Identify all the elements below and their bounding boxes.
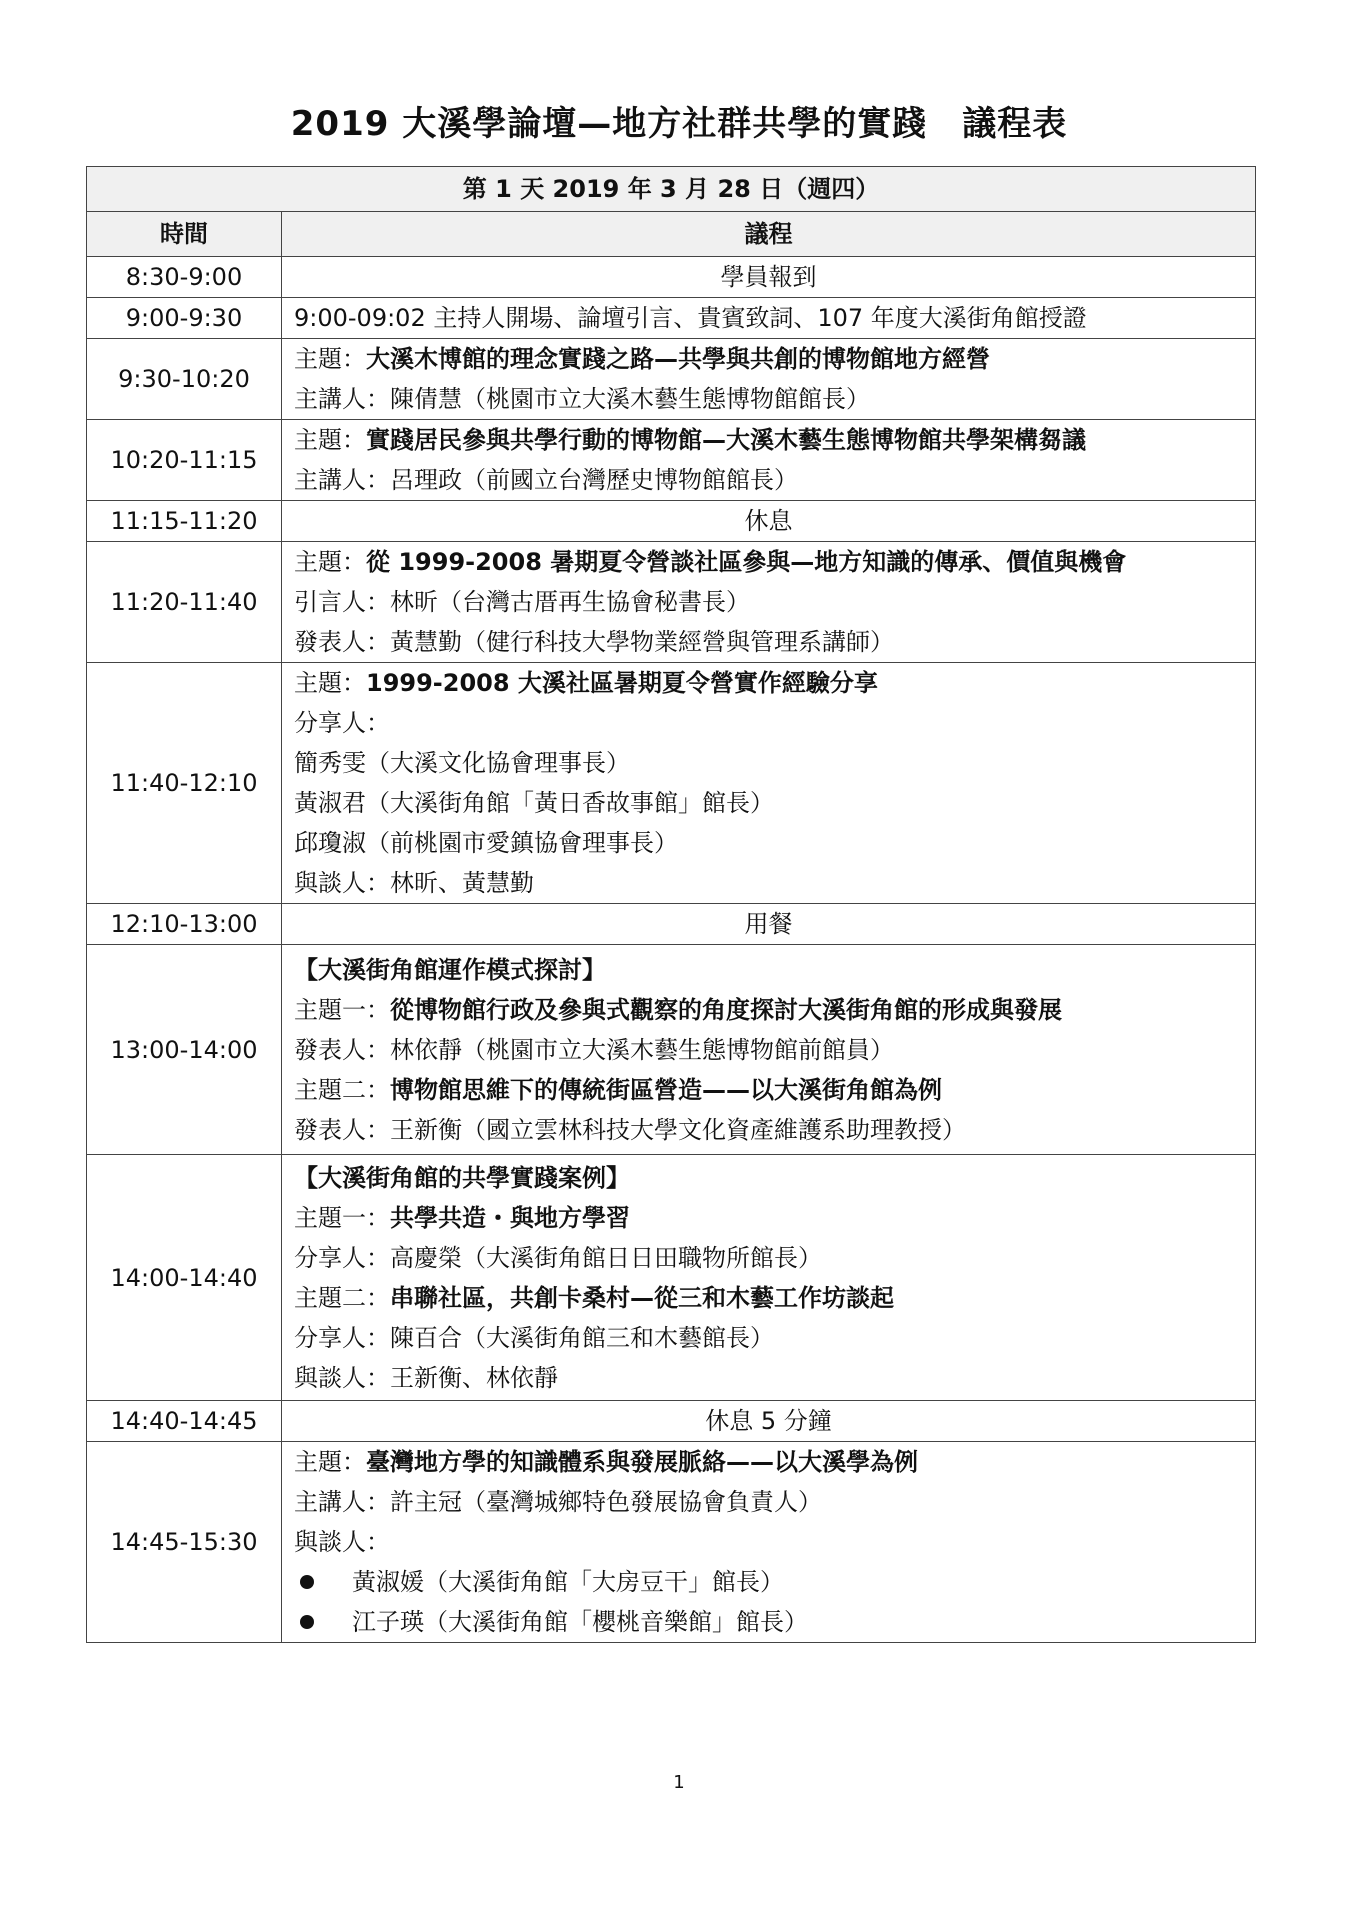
agenda-line — [294, 339, 1243, 379]
agenda-line — [294, 1442, 1243, 1482]
line-text: 王新衡、林依靜 — [390, 1363, 558, 1392]
line-label: 主講人： — [294, 1488, 390, 1516]
line-text: 陳倩慧（桃園市立大溪木藝生態博物館館長） — [390, 385, 870, 413]
topic-text: 臺灣地方學的知識體系與發展脈絡——以大溪學為例 — [366, 1448, 918, 1476]
column-header-time: 時間 — [87, 212, 282, 257]
section-heading: 【大溪街角館的共學實踐案例】 — [294, 1163, 630, 1192]
topic-text: 1999-2008 大溪社區暑期夏令營實作經驗分享 — [366, 669, 878, 697]
line-label: 發表人： — [294, 1035, 390, 1064]
agenda-line — [294, 783, 1243, 823]
day-header: 第 1 天 2019 年 3 月 28 日（週四） — [87, 167, 1256, 212]
time-cell: 14:00-14:40 — [87, 1155, 282, 1401]
time-cell: 12:10-13:00 — [87, 904, 282, 945]
agenda-line — [294, 863, 1243, 903]
line-label: 與談人： — [294, 869, 390, 897]
topic-text: 博物館思維下的傳統街區營造——以大溪街角館為例 — [390, 1075, 942, 1104]
agenda-line — [294, 460, 1243, 500]
agenda-line — [294, 1110, 1243, 1150]
agenda-cell — [282, 339, 1256, 420]
column-header-row — [87, 212, 1256, 257]
time-cell: 14:40-14:45 — [87, 1401, 282, 1442]
agenda-line — [294, 379, 1243, 419]
line-label: 引言人： — [294, 588, 390, 616]
bullet-text: 江子瑛（大溪街角館「櫻桃音樂館」館長） — [352, 1608, 808, 1636]
line-text: 林依靜（桃園市立大溪木藝生態博物館前館員） — [390, 1035, 894, 1064]
line-text: 9:00-09:02 主持人開場、論壇引言、貴賓致詞、107 年度大溪街角館授證 — [294, 304, 1087, 332]
topic-text: 實踐居民參與共學行動的博物館—大溪木藝生態博物館共學架構芻議 — [366, 426, 1086, 454]
bullet-dot-icon — [300, 1615, 314, 1629]
time-cell: 9:30-10:20 — [87, 339, 282, 420]
agenda-cell — [282, 1155, 1256, 1401]
agenda-row — [87, 501, 1256, 542]
line-text: 林昕、黃慧勤 — [390, 869, 534, 897]
line-text: 黃淑君（大溪街角館「黃日香故事館」館長） — [294, 789, 774, 817]
topic-text: 大溪木博館的理念實踐之路—共學與共創的博物館地方經營 — [366, 345, 990, 373]
line-label: 分享人： — [294, 1243, 390, 1272]
agenda-cell — [282, 542, 1256, 663]
agenda-line — [294, 1318, 1243, 1358]
line-label: 與談人： — [294, 1528, 390, 1556]
bullet-dot-icon — [300, 1575, 314, 1589]
agenda-line — [294, 622, 1243, 662]
agenda-line — [294, 1198, 1243, 1238]
topic-text: 共學共造・與地方學習 — [390, 1203, 630, 1232]
agenda-row — [87, 663, 1256, 904]
agenda-line — [294, 663, 1243, 703]
line-label: 發表人： — [294, 628, 390, 656]
line-text: 簡秀雯（大溪文化協會理事長） — [294, 749, 630, 777]
agenda-line — [294, 1482, 1243, 1522]
agenda-line — [294, 743, 1243, 783]
line-label: 主講人： — [294, 385, 390, 413]
line-label: 與談人： — [294, 1363, 390, 1392]
agenda-cell — [282, 298, 1256, 339]
line-label: 分享人： — [294, 709, 390, 737]
agenda-cell: 用餐 — [282, 904, 1256, 945]
time-cell: 9:00-9:30 — [87, 298, 282, 339]
agenda-row — [87, 1401, 1256, 1442]
line-label: 主題二： — [294, 1075, 390, 1104]
time-cell: 11:15-11:20 — [87, 501, 282, 542]
line-text: 邱瓊淑（前桃園市愛鎮協會理事長） — [294, 829, 678, 857]
bullet-item — [294, 1562, 1243, 1602]
agenda-cell: 學員報到 — [282, 257, 1256, 298]
agenda-row — [87, 339, 1256, 420]
document-title: 2019 大溪學論壇—地方社群共學的實踐 議程表 — [290, 104, 1068, 144]
agenda-row — [87, 1442, 1256, 1643]
column-header-agenda: 議程 — [282, 212, 1256, 257]
agenda-row — [87, 420, 1256, 501]
agenda-line — [294, 582, 1243, 622]
time-cell: 11:40-12:10 — [87, 663, 282, 904]
agenda-line — [294, 420, 1243, 460]
line-label: 主題： — [294, 1448, 366, 1476]
line-label: 主題： — [294, 548, 366, 576]
line-text: 黃慧勤（健行科技大學物業經營與管理系講師） — [390, 628, 894, 656]
time-cell: 10:20-11:15 — [87, 420, 282, 501]
agenda-line — [294, 1070, 1243, 1110]
page-number: 1 — [673, 1772, 685, 1793]
agenda-cell: 休息 5 分鐘 — [282, 1401, 1256, 1442]
line-label: 發表人： — [294, 1115, 390, 1144]
agenda-cell — [282, 420, 1256, 501]
agenda-row — [87, 904, 1256, 945]
agenda-cell: 休息 — [282, 501, 1256, 542]
topic-text: 從博物館行政及參與式觀察的角度探討大溪街角館的形成與發展 — [390, 995, 1062, 1024]
time-cell: 8:30-9:00 — [87, 257, 282, 298]
day-header-row — [87, 167, 1256, 212]
line-text: 王新衡（國立雲林科技大學文化資產維護系助理教授） — [390, 1115, 966, 1144]
agenda-line — [294, 990, 1243, 1030]
line-label: 主講人： — [294, 466, 390, 494]
line-label: 主題： — [294, 426, 366, 454]
line-label: 主題二： — [294, 1283, 390, 1312]
bullet-item — [294, 1602, 1243, 1642]
agenda-line — [294, 1522, 1243, 1562]
line-label: 主題一： — [294, 995, 390, 1024]
agenda-line — [294, 1030, 1243, 1070]
topic-text: 串聯社區，共創卡桑村—從三和木藝工作坊談起 — [390, 1283, 894, 1312]
agenda-line — [294, 823, 1243, 863]
agenda-line — [294, 1238, 1243, 1278]
line-text: 陳百合（大溪街角館三和木藝館長） — [390, 1323, 774, 1352]
time-cell: 11:20-11:40 — [87, 542, 282, 663]
agenda-row — [87, 257, 1256, 298]
time-cell: 13:00-14:00 — [87, 945, 282, 1155]
agenda-cell — [282, 945, 1256, 1155]
line-text: 許主冠（臺灣城鄉特色發展協會負責人） — [390, 1488, 822, 1516]
agenda-row — [87, 1155, 1256, 1401]
agenda-row — [87, 945, 1256, 1155]
agenda-row — [87, 298, 1256, 339]
agenda-line — [294, 298, 1243, 338]
bullet-text: 黃淑媛（大溪街角館「大房豆干」館長） — [352, 1568, 784, 1596]
line-label: 主題： — [294, 669, 366, 697]
agenda-row — [87, 542, 1256, 663]
topic-text: 從 1999-2008 暑期夏令營談社區參與—地方知識的傳承、價值與機會 — [366, 548, 1127, 576]
agenda-line — [294, 1278, 1243, 1318]
agenda-cell — [282, 663, 1256, 904]
line-text: 林昕（台灣古厝再生協會秘書長） — [390, 588, 750, 616]
agenda-line — [294, 1358, 1243, 1398]
line-text: 高慶榮（大溪街角館日日田職物所館長） — [390, 1243, 822, 1272]
line-label: 分享人： — [294, 1323, 390, 1352]
line-label: 主題一： — [294, 1203, 390, 1232]
line-text: 呂理政（前國立台灣歷史博物館館長） — [390, 466, 798, 494]
agenda-line — [294, 703, 1243, 743]
agenda-table — [86, 166, 1256, 1643]
section-heading: 【大溪街角館運作模式探討】 — [294, 955, 606, 984]
agenda-cell — [282, 1442, 1256, 1643]
line-label: 主題： — [294, 345, 366, 373]
agenda-line — [294, 542, 1243, 582]
time-cell: 14:45-15:30 — [87, 1442, 282, 1643]
